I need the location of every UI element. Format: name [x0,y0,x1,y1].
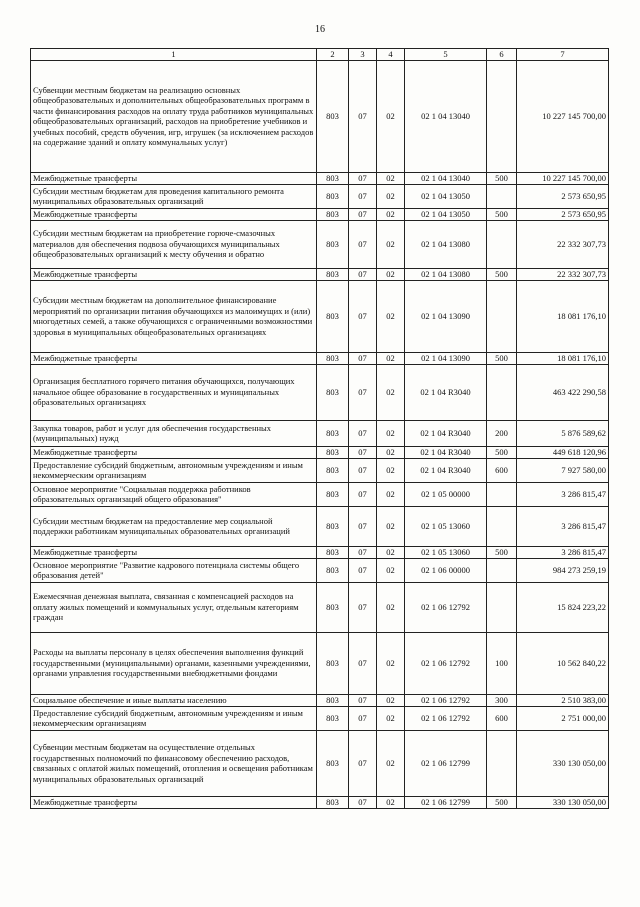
row-section-cell: 07 [349,582,377,632]
table-row [31,558,609,582]
row-name-cell: Межбюджетные трансферты [31,172,317,184]
row-name-cell: Субсидии местным бюджетам на предоставление мер социальной поддержки работникам муниципальных образовательных организаций [31,506,317,546]
row-section-cell: 07 [349,506,377,546]
row-expense-type-cell: 500 [487,446,517,458]
budget-table [30,48,609,809]
row-name-cell: Основное мероприятие "Развитие кадрового потенциала системы общего образования детей" [31,558,317,582]
row-name-cell: Субсидии местным бюджетам для проведения капитального ремонта муниципальных образовательных организаций [31,184,317,208]
row-target-article-cell: 02 1 04 R3040 [405,458,487,482]
table-row [31,420,609,446]
row-expense-type-cell: 600 [487,458,517,482]
row-subsection-cell: 02 [377,60,405,172]
row-grbs-cell: 803 [317,506,349,546]
row-sum-cell: 3 286 815,47 [517,506,609,546]
row-sum-cell: 449 618 120,96 [517,446,609,458]
row-grbs-cell: 803 [317,420,349,446]
row-section-cell: 07 [349,796,377,808]
row-target-article-cell: 02 1 04 13090 [405,280,487,352]
row-target-article-cell: 02 1 04 13090 [405,352,487,364]
table-row [31,506,609,546]
table-row [31,220,609,268]
row-sum-cell: 2 573 650,95 [517,184,609,208]
table-row [31,694,609,706]
row-section-cell: 07 [349,546,377,558]
table-row [31,582,609,632]
row-subsection-cell: 02 [377,482,405,506]
row-grbs-cell: 803 [317,558,349,582]
row-target-article-cell: 02 1 04 R3040 [405,364,487,420]
row-section-cell: 07 [349,184,377,208]
row-sum-cell: 5 876 589,62 [517,420,609,446]
table-row [31,280,609,352]
row-expense-type-cell: 500 [487,352,517,364]
row-expense-type-cell [487,60,517,172]
page-number: 16 [315,24,325,35]
row-sum-cell: 463 422 290,58 [517,364,609,420]
row-grbs-cell: 803 [317,208,349,220]
row-grbs-cell: 803 [317,352,349,364]
row-expense-type-cell [487,482,517,506]
row-section-cell: 07 [349,706,377,730]
row-name-cell: Расходы на выплаты персоналу в целях обеспечения выполнения функций государственными (муниципальными) органами, казенными учреждениями, органами управления государственными внебюджетными фондами [31,632,317,694]
row-grbs-cell: 803 [317,730,349,796]
row-subsection-cell: 02 [377,506,405,546]
table-row [31,268,609,280]
row-subsection-cell: 02 [377,558,405,582]
row-expense-type-cell: 600 [487,706,517,730]
row-sum-cell: 22 332 307,73 [517,268,609,280]
table-row [31,730,609,796]
row-sum-cell: 3 286 815,47 [517,482,609,506]
column-header-4: 4 [377,49,405,61]
table-row [31,796,609,808]
row-grbs-cell: 803 [317,632,349,694]
row-grbs-cell: 803 [317,364,349,420]
row-expense-type-cell [487,558,517,582]
row-grbs-cell: 803 [317,796,349,808]
row-subsection-cell: 02 [377,546,405,558]
row-sum-cell: 2 510 383,00 [517,694,609,706]
table-row [31,352,609,364]
column-header-6: 6 [487,49,517,61]
row-sum-cell: 330 130 050,00 [517,796,609,808]
row-section-cell: 07 [349,558,377,582]
row-target-article-cell: 02 1 04 R3040 [405,420,487,446]
row-subsection-cell: 02 [377,184,405,208]
row-section-cell: 07 [349,208,377,220]
row-name-cell: Межбюджетные трансферты [31,208,317,220]
row-section-cell: 07 [349,694,377,706]
row-subsection-cell: 02 [377,632,405,694]
row-grbs-cell: 803 [317,172,349,184]
row-grbs-cell: 803 [317,582,349,632]
row-sum-cell: 18 081 176,10 [517,280,609,352]
row-name-cell: Межбюджетные трансферты [31,268,317,280]
row-name-cell: Субсидии местным бюджетам на дополнительное финансирование мероприятий по организации питания обучающихся из малоимущих и (или) многодетных семей, а также обучающихся с ограниченными возможностями здоровья в муниципальных общеобразовательных организациях [31,280,317,352]
row-subsection-cell: 02 [377,268,405,280]
row-expense-type-cell [487,582,517,632]
row-grbs-cell: 803 [317,446,349,458]
row-subsection-cell: 02 [377,172,405,184]
row-grbs-cell: 803 [317,482,349,506]
row-name-cell: Основное мероприятие "Социальная поддержка работников образовательных организаций общего образования" [31,482,317,506]
row-expense-type-cell [487,730,517,796]
row-subsection-cell: 02 [377,694,405,706]
row-sum-cell: 2 751 000,00 [517,706,609,730]
row-sum-cell: 18 081 176,10 [517,352,609,364]
table-header-row [31,49,609,61]
row-section-cell: 07 [349,420,377,446]
row-expense-type-cell [487,220,517,268]
row-subsection-cell: 02 [377,208,405,220]
row-target-article-cell: 02 1 06 12792 [405,706,487,730]
row-grbs-cell: 803 [317,220,349,268]
table-row [31,458,609,482]
row-grbs-cell: 803 [317,458,349,482]
row-name-cell: Субсидии местным бюджетам на приобретение горюче-смазочных материалов для обеспечения подвоза обучающихся муниципальных общеобразовательных организаций к месту обучения и обратно [31,220,317,268]
row-name-cell: Социальное обеспечение и иные выплаты населению [31,694,317,706]
table-row [31,546,609,558]
row-section-cell: 07 [349,730,377,796]
row-expense-type-cell: 500 [487,546,517,558]
row-name-cell: Закупка товаров, работ и услуг для обеспечения государственных (муниципальных) нужд [31,420,317,446]
table-row [31,364,609,420]
row-target-article-cell: 02 1 06 12792 [405,632,487,694]
row-grbs-cell: 803 [317,184,349,208]
row-subsection-cell: 02 [377,352,405,364]
row-name-cell: Ежемесячная денежная выплата, связанная с компенсацией расходов на оплату жилых помещений и коммунальных услуг, отдельным категориям граждан [31,582,317,632]
row-target-article-cell: 02 1 04 13080 [405,268,487,280]
row-subsection-cell: 02 [377,364,405,420]
row-sum-cell: 330 130 050,00 [517,730,609,796]
row-sum-cell: 10 562 840,22 [517,632,609,694]
row-sum-cell: 10 227 145 700,00 [517,60,609,172]
row-target-article-cell: 02 1 06 12799 [405,796,487,808]
row-section-cell: 07 [349,268,377,280]
column-header-7: 7 [517,49,609,61]
row-subsection-cell: 02 [377,458,405,482]
row-expense-type-cell [487,280,517,352]
row-grbs-cell: 803 [317,546,349,558]
table-row [31,446,609,458]
row-section-cell: 07 [349,172,377,184]
table-row [31,482,609,506]
table-row [31,632,609,694]
row-subsection-cell: 02 [377,220,405,268]
row-expense-type-cell: 500 [487,208,517,220]
row-target-article-cell: 02 1 05 13060 [405,506,487,546]
row-name-cell: Межбюджетные трансферты [31,796,317,808]
row-name-cell: Организация бесплатного горячего питания обучающихся, получающих начальное общее образование в государственных и муниципальных образовательных организациях [31,364,317,420]
row-grbs-cell: 803 [317,280,349,352]
row-grbs-cell: 803 [317,268,349,280]
row-expense-type-cell [487,184,517,208]
row-target-article-cell: 02 1 04 13040 [405,172,487,184]
row-target-article-cell: 02 1 04 13040 [405,60,487,172]
column-header-2: 2 [317,49,349,61]
row-target-article-cell: 02 1 04 13080 [405,220,487,268]
row-grbs-cell: 803 [317,706,349,730]
row-section-cell: 07 [349,60,377,172]
row-name-cell: Межбюджетные трансферты [31,352,317,364]
row-grbs-cell: 803 [317,694,349,706]
table-row [31,60,609,172]
table-row [31,184,609,208]
row-section-cell: 07 [349,446,377,458]
row-section-cell: 07 [349,458,377,482]
table-row [31,706,609,730]
row-name-cell: Предоставление субсидий бюджетным, автономным учреждениям и иным некоммерческим организациям [31,706,317,730]
row-name-cell: Межбюджетные трансферты [31,546,317,558]
row-sum-cell: 15 824 223,22 [517,582,609,632]
row-subsection-cell: 02 [377,582,405,632]
row-target-article-cell: 02 1 04 R3040 [405,446,487,458]
row-expense-type-cell [487,506,517,546]
row-section-cell: 07 [349,632,377,694]
row-subsection-cell: 02 [377,420,405,446]
row-section-cell: 07 [349,482,377,506]
column-header-5: 5 [405,49,487,61]
row-sum-cell: 7 927 580,00 [517,458,609,482]
row-subsection-cell: 02 [377,280,405,352]
row-sum-cell: 22 332 307,73 [517,220,609,268]
row-expense-type-cell: 500 [487,268,517,280]
column-header-3: 3 [349,49,377,61]
row-subsection-cell: 02 [377,730,405,796]
row-name-cell: Субвенции местным бюджетам на реализацию основных общеобразовательных и дополнительных общеобразовательных программ в части финансирования расходов на оплату труда работников муниципальных общеобразовательных организаций, расходов на приобретение учебников и учебных пособий, средств обучения, игр, игрушек (за исключением расходов на содержание зданий и оплату коммунальных услуг) [31,60,317,172]
row-section-cell: 07 [349,364,377,420]
row-target-article-cell: 02 1 06 12792 [405,694,487,706]
row-subsection-cell: 02 [377,446,405,458]
column-header-1: 1 [31,49,317,61]
row-name-cell: Межбюджетные трансферты [31,446,317,458]
row-expense-type-cell: 500 [487,796,517,808]
row-expense-type-cell: 200 [487,420,517,446]
row-target-article-cell: 02 1 04 13050 [405,208,487,220]
row-name-cell: Субвенции местным бюджетам на осуществление отдельных государственных полномочий по финансовому обеспечению расходов, связанных с оплатой жилых помещений, отопления и освещения работникам муниципальных образовательных организаций [31,730,317,796]
row-target-article-cell: 02 1 05 13060 [405,546,487,558]
row-name-cell: Предоставление субсидий бюджетным, автономным учреждениям и иным некоммерческим организациям [31,458,317,482]
row-section-cell: 07 [349,220,377,268]
row-subsection-cell: 02 [377,706,405,730]
row-section-cell: 07 [349,280,377,352]
row-subsection-cell: 02 [377,796,405,808]
row-expense-type-cell: 100 [487,632,517,694]
row-target-article-cell: 02 1 06 12799 [405,730,487,796]
row-sum-cell: 984 273 259,19 [517,558,609,582]
row-expense-type-cell [487,364,517,420]
row-target-article-cell: 02 1 05 00000 [405,482,487,506]
table-row [31,208,609,220]
row-target-article-cell: 02 1 04 13050 [405,184,487,208]
table-body [31,60,609,808]
row-expense-type-cell: 500 [487,172,517,184]
table-row [31,172,609,184]
row-sum-cell: 2 573 650,95 [517,208,609,220]
row-section-cell: 07 [349,352,377,364]
row-expense-type-cell: 300 [487,694,517,706]
row-target-article-cell: 02 1 06 00000 [405,558,487,582]
row-target-article-cell: 02 1 06 12792 [405,582,487,632]
row-grbs-cell: 803 [317,60,349,172]
row-sum-cell: 3 286 815,47 [517,546,609,558]
row-sum-cell: 10 227 145 700,00 [517,172,609,184]
